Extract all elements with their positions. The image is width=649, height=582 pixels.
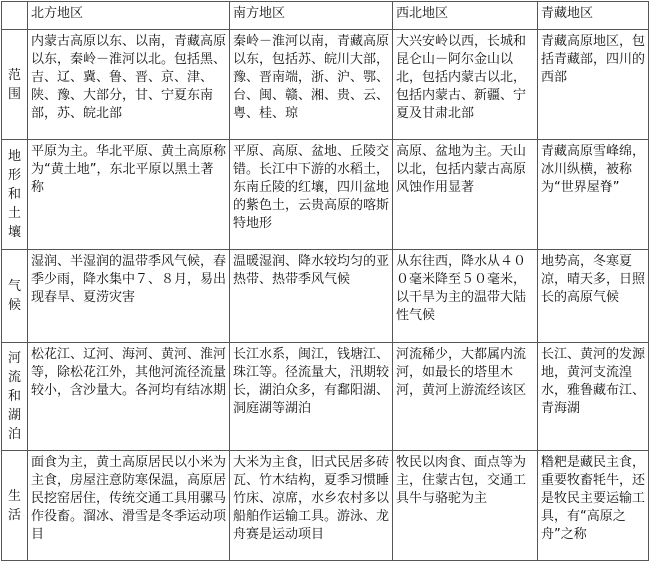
table-cell: 内蒙古高原以东、以南，青藏高原以东，秦岭－淮河以北。包括黑、吉、辽、冀、鲁、晋、京、津、陕、豫、大部分，甘、宁夏东南部，苏、皖北部 (28, 30, 230, 140)
table-cell: 河流稀少，大都属内流河，如最长的塔里木河，黄河上游流经该区 (393, 343, 538, 451)
table-row (2, 451, 649, 561)
table-row (2, 30, 649, 140)
table-cell: 湿润、半湿润的温带季风气候，春季少雨，降水集中７、８月，易出现春旱、夏涝灾害 (28, 250, 230, 343)
region-comparison-table (1, 1, 649, 561)
table-cell: 面食为主，黄土高原居民以小米为主食，房屋注意防寒保温，高原居民挖窑居住，传统交通工具用骡马作役畜。溜冰、滑雪是冬季运动项目 (28, 451, 230, 561)
table-cell: 长江水系，闽江，钱塘江、珠江等。径流量大，汛期较长，湖泊众多，有鄱阳湖、洞庭湖等湖泊 (230, 343, 393, 451)
table-cell: 长江、黄河的发源地，黄河支流湟水，雅鲁藏布江、青海湖 (538, 343, 649, 451)
table-cell: 地势高，冬寒夏凉，晴天多，日照长的高原气候 (538, 250, 649, 343)
header-northwest: 西北地区 (393, 2, 538, 30)
row-label-rivers: 河流和湖泊 (2, 343, 28, 451)
table-cell: 秦岭－淮河以南，青藏高原以东，包括苏、皖川大部，豫、晋南端，浙、沪、鄂、台、闽、赣、湘、贵、云、粤、桂、琼 (230, 30, 393, 140)
header-corner (2, 2, 28, 30)
table-cell: 高原、盆地为主。天山以北，包括内蒙古高原风蚀作用显著 (393, 140, 538, 250)
table-cell: 平原、高原、盆地、丘陵交错。长江中下游的水稻土，东南丘陵的红壤，四川盆地的紫色土，云贵高原的喀斯特地形 (230, 140, 393, 250)
table-cell: 大米为主食，旧式民居多砖瓦、竹木结构，夏季习惯睡竹床、凉席，水乡农村多以船舶作运输工具。游泳、龙舟赛是运动项目 (230, 451, 393, 561)
table-cell: 松花江、辽河、海河、黄河、淮河等，除松花江外，其他河流径流量较小，含沙量大。各河均有结冰期 (28, 343, 230, 451)
row-label-terrain: 地形和土壤 (2, 140, 28, 250)
header-qingzang: 青藏地区 (538, 2, 649, 30)
table-cell: 青藏高原雪峰绵，冰川纵横，被称为“世界屋脊” (538, 140, 649, 250)
table-row (2, 343, 649, 451)
header-north: 北方地区 (28, 2, 230, 30)
row-label-climate: 气候 (2, 250, 28, 343)
table-row (2, 250, 649, 343)
header-south: 南方地区 (230, 2, 393, 30)
header-row (2, 2, 649, 30)
table-cell: 温暖湿润、降水较均匀的亚热带、热带季风气候 (230, 250, 393, 343)
table-cell: 大兴安岭以西，长城和昆仑山－阿尔金山以北，包括内蒙古以北，包括内蒙古、新疆、宁夏及甘肃北部 (393, 30, 538, 140)
table-cell: 牧民以肉食、面点等为主，住蒙古包，交通工具牛与骆驼为主 (393, 451, 538, 561)
table-cell: 青藏高原地区，包括青藏部，四川的西部 (538, 30, 649, 140)
row-label-life: 生活 (2, 451, 28, 561)
row-label-range: 范围 (2, 30, 28, 140)
table-cell: 糌粑是藏民主食，重要牧畜牦牛，还是牧民主要运输工具，有“高原之舟”之称 (538, 451, 649, 561)
table-cell: 平原为主。华北平原、黄土高原称为“黄土地”，东北平原以黑土著称 (28, 140, 230, 250)
table-row (2, 140, 649, 250)
table-cell: 从东往西，降水从４００毫米降至５０毫米，以干旱为主的温带大陆性气候 (393, 250, 538, 343)
